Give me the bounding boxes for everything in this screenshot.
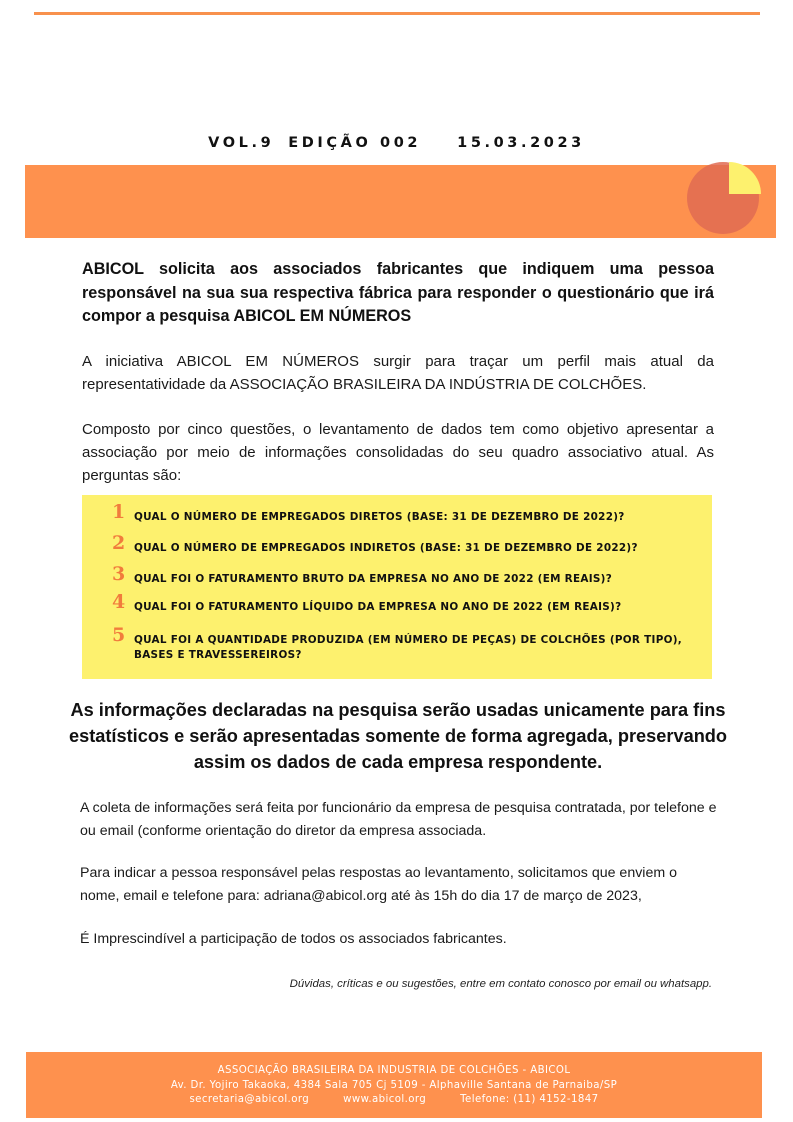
footer-contacts: [26, 1093, 762, 1108]
footer-website-link[interactable]: www.abicol.org: [343, 1094, 427, 1105]
header-banner: [25, 165, 776, 238]
privacy-statement: As informações declaradas na pesquisa serão usadas unicamente para fins estatísticos e serão apresentadas somente de forma agregada, preservando assim os dados de cada empresa respondente.: [68, 700, 728, 772]
intro-paragraph-1: A iniciativa ABICOL EM NÚMEROS surgir para traçar um perfil mais atual da representatividade da ASSOCIAÇÃO BRASILEIRA DA INDÚSTRIA DE COLCHÕES.: [82, 353, 714, 393]
question-text: QUAL FOI O FATURAMENTO BRUTO DA EMPRESA NO ANO DE 2022 (EM REAIS)?: [134, 573, 613, 585]
question-text: QUAL O NÚMERO DE EMPREGADOS DIRETOS (BASE: 31 DE DEZEMBRO DE 2022)?: [134, 511, 625, 523]
body-paragraph-collection: A coleta de informações será feita por funcionário da empresa de pesquisa contratada, por telefone e ou email (conforme orientação do diretor da empresa associada.: [80, 800, 717, 839]
body-paragraph-participation: É Imprescindível a participação de todos os associados fabricantes.: [80, 931, 507, 947]
questions-box: [82, 495, 712, 679]
footer-email-link[interactable]: secretaria@abicol.org: [189, 1094, 310, 1105]
contact-note: Dúvidas, críticas e ou sugestões, entre em contato conosco por email ou whatsapp.: [289, 978, 712, 990]
question-number: 4: [112, 591, 126, 613]
question-number: 2: [112, 532, 126, 554]
body-paragraph-contact-request: Para indicar a pessoa responsável pelas respostas ao levantamento, solicitamos que enviem o nome, email e telefone para: adriana@abicol.org até às 15h do dia 17 de março de 2023,: [80, 865, 677, 904]
issue-volume: VOL.9: [208, 135, 275, 151]
question-text: QUAL FOI O FATURAMENTO LÍQUIDO DA EMPRESA NO ANO DE 2022 (EM REAIS)?: [134, 601, 622, 613]
issue-edition: EDIÇÃO 002: [288, 135, 422, 151]
issue-header: [0, 135, 793, 151]
footer-address: Av. Dr. Yojiro Takaoka, 4384 Sala 705 Cj 5109 - Alphaville Santana de Parnaiba/SP: [170, 1079, 618, 1091]
question-number: 5: [112, 624, 126, 646]
question-text: QUAL FOI A QUANTIDADE PRODUZIDA (EM NÚMERO DE PEÇAS) DE COLCHÕES (POR TIPO), BASES E TRAVESSEREIROS?: [134, 634, 683, 661]
footer-bar: [26, 1052, 762, 1118]
top-divider: [34, 12, 760, 15]
question-number: 1: [112, 501, 126, 523]
footer-phone: Telefone: (11) 4152-1847: [460, 1094, 599, 1105]
footer-org-name: ASSOCIAÇÃO BRASILEIRA DA INDUSTRIA DE COLCHÕES - ABICOL: [217, 1065, 571, 1076]
question-text: QUAL O NÚMERO DE EMPREGADOS INDIRETOS (BASE: 31 DE DEZEMBRO DE 2022)?: [134, 542, 638, 554]
question-number: 3: [112, 563, 126, 585]
pie-chart-icon: [685, 158, 763, 236]
headline: ABICOL solicita aos associados fabricantes que indiquem uma pessoa responsável na sua sua respectiva fábrica para responder o questionário que irá compor a pesquisa ABICOL EM NÚMEROS: [82, 260, 714, 325]
issue-date: 15.03.2023: [457, 135, 585, 151]
intro-paragraph-2: Composto por cinco questões, o levantamento de dados tem como objetivo apresentar a associação por meio de informações consolidadas do seu quadro associativo atual. As perguntas são:: [82, 421, 714, 484]
